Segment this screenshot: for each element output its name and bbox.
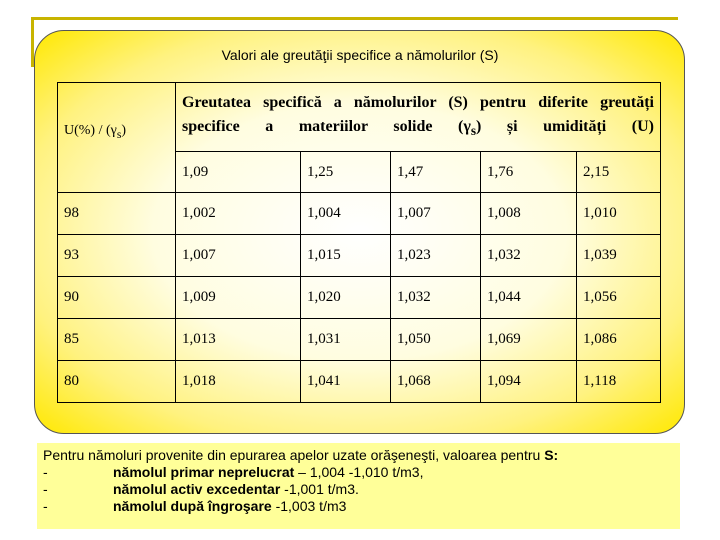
header-text-part2: ) și umidități (U) [476,117,655,135]
column-group-header [176,83,661,152]
header-text-part1: Greutatea specifică a nămolurilor (S) pentru diferite greutăți specifice a materiilor solide (γ [182,93,654,135]
gamma-value: 1,47 [391,152,481,193]
corner-tail: ) [121,123,127,138]
list-item [43,498,674,515]
slide-title: Valori ale greutăţii specifice a nămolurilor (S) [221,47,499,63]
table-row [58,235,661,277]
list-item [43,481,674,498]
corner-label: U(%) / (γ [64,123,117,138]
table-row [58,277,661,319]
list-item [43,464,674,481]
footnote-intro [43,447,674,464]
table-row [58,319,661,361]
list-item-text: -1,003 t/m3 [271,498,347,514]
value-cell: 1,050 [391,319,481,361]
list-item-bold: nămolul după îngroşare [113,498,272,514]
decorative-top-line [33,17,678,20]
value-cell: 1,041 [301,361,391,403]
humidity-cell: 80 [58,361,176,403]
specific-gravity-table [57,82,661,403]
list-bullet: - [43,498,48,514]
list-bullet: - [43,481,48,497]
value-cell: 1,118 [577,361,661,403]
gamma-value: 1,25 [301,152,391,193]
value-cell: 1,013 [176,319,301,361]
value-cell: 1,086 [577,319,661,361]
value-cell: 1,018 [176,361,301,403]
value-cell: 1,069 [481,319,577,361]
gamma-value: 1,09 [176,152,301,193]
humidity-cell: 98 [58,193,176,235]
humidity-cell: 93 [58,235,176,277]
value-cell: 1,068 [391,361,481,403]
list-item-bold: nămolul activ excedentar [113,481,281,497]
corner-header [58,83,176,193]
value-cell: 1,056 [577,277,661,319]
value-cell: 1,039 [577,235,661,277]
value-cell: 1,023 [391,235,481,277]
value-cell: 1,007 [176,235,301,277]
value-cell: 1,002 [176,193,301,235]
table-row [58,361,661,403]
value-cell: 1,010 [577,193,661,235]
footnote-intro-text: Pentru nămoluri provenite din epurarea apelor uzate orăşeneşti, valoarea pentru [43,447,545,463]
value-cell: 1,007 [391,193,481,235]
value-cell: 1,031 [301,319,391,361]
list-bullet: - [43,464,48,480]
value-cell: 1,020 [301,277,391,319]
header-subscript: s [470,123,477,139]
table-row [58,193,661,235]
gamma-value: 1,76 [481,152,577,193]
value-cell: 1,008 [481,193,577,235]
humidity-cell: 90 [58,277,176,319]
footnote-box [37,443,680,529]
value-cell: 1,004 [301,193,391,235]
value-cell: 1,015 [301,235,391,277]
list-item-text: – 1,004 -1,010 t/m3, [294,464,424,480]
value-cell: 1,044 [481,277,577,319]
gamma-value: 2,15 [577,152,661,193]
value-cell: 1,032 [391,277,481,319]
value-cell: 1,009 [176,277,301,319]
value-cell: 1,032 [481,235,577,277]
corner-subscript: s [116,127,122,141]
list-item-bold: nămolul primar neprelucrat [113,464,295,480]
humidity-cell: 85 [58,319,176,361]
footnote-intro-bold: S: [544,447,559,463]
list-item-text: -1,001 t/m3. [280,481,359,497]
value-cell: 1,094 [481,361,577,403]
